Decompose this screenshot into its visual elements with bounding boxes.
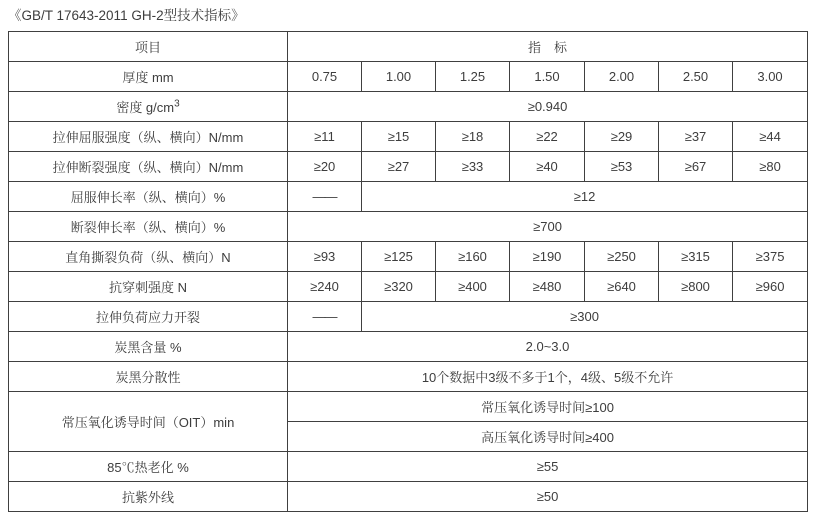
row-carbon-black-dispersion [9, 362, 808, 392]
row-label-tensile-yield: 拉伸屈服强度（纵、横向）N/mm [9, 122, 288, 152]
row-label-carbon-black-dispersion: 炭黑分散性 [9, 362, 288, 392]
value-cell: ≥15 [362, 122, 436, 152]
value-cell: 高压氧化诱导时间≥400 [288, 422, 808, 452]
dash-cell: —— [288, 302, 362, 332]
row-label-oit: 常压氧化诱导时间（OIT）min [9, 392, 288, 452]
row-yield-elongation [9, 182, 808, 212]
row-carbon-black-content [9, 332, 808, 362]
value-cell: 2.50 [659, 62, 733, 92]
value-cell: ≥67 [659, 152, 733, 182]
value-cell: 0.75 [288, 62, 362, 92]
row-label-uv-resistance: 抗紫外线 [9, 482, 288, 512]
row-density [9, 92, 808, 122]
header-row [9, 32, 808, 62]
value-cell: ≥250 [585, 242, 659, 272]
value-cell: 常压氧化诱导时间≥100 [288, 392, 808, 422]
dash-cell: —— [288, 182, 362, 212]
value-cell: ≥800 [659, 272, 733, 302]
value-cell: ≥50 [288, 482, 808, 512]
value-cell: 10个数据中3级不多于1个，4级、5级不允许 [288, 362, 808, 392]
value-cell: ≥53 [585, 152, 659, 182]
row-label-thickness: 厚度 mm [9, 62, 288, 92]
value-cell: 3.00 [733, 62, 808, 92]
row-heat-aging [9, 452, 808, 482]
row-break-elongation [9, 212, 808, 242]
row-tear-load [9, 242, 808, 272]
value-cell: ≥480 [510, 272, 585, 302]
value-cell: ≥960 [733, 272, 808, 302]
value-cell: ≥300 [362, 302, 808, 332]
row-label-carbon-black-content: 炭黑含量 % [9, 332, 288, 362]
value-cell: ≥160 [436, 242, 510, 272]
value-cell: ≥190 [510, 242, 585, 272]
value-cell: ≥240 [288, 272, 362, 302]
row-label-heat-aging: 85℃热老化 % [9, 452, 288, 482]
row-uv-resistance [9, 482, 808, 512]
value-cell: ≥11 [288, 122, 362, 152]
value-cell: ≥375 [733, 242, 808, 272]
value-cell: ≥80 [733, 152, 808, 182]
value-cell: ≥640 [585, 272, 659, 302]
value-cell: ≥320 [362, 272, 436, 302]
value-cell: ≥125 [362, 242, 436, 272]
row-label-tensile-break: 拉伸断裂强度（纵、横向）N/mm [9, 152, 288, 182]
row-puncture [9, 272, 808, 302]
value-cell: ≥29 [585, 122, 659, 152]
row-label-tear-load: 直角撕裂负荷（纵、横向）N [9, 242, 288, 272]
value-cell: 2.0~3.0 [288, 332, 808, 362]
row-label-density [9, 92, 288, 122]
density-label-text: 密度 g/cm [116, 100, 175, 115]
value-cell: ≥22 [510, 122, 585, 152]
value-cell: 1.50 [510, 62, 585, 92]
value-cell: ≥37 [659, 122, 733, 152]
value-cell: 2.00 [585, 62, 659, 92]
value-cell: ≥700 [288, 212, 808, 242]
value-cell: ≥315 [659, 242, 733, 272]
value-cell: ≥40 [510, 152, 585, 182]
value-cell: ≥18 [436, 122, 510, 152]
row-tensile-break [9, 152, 808, 182]
value-cell: ≥20 [288, 152, 362, 182]
value-cell: ≥0.940 [288, 92, 808, 122]
value-cell: ≥55 [288, 452, 808, 482]
row-label-break-elongation: 断裂伸长率（纵、横向）% [9, 212, 288, 242]
value-cell: ≥33 [436, 152, 510, 182]
row-stress-crack [9, 302, 808, 332]
row-thickness [9, 62, 808, 92]
page-title: 《GB/T 17643-2011 GH-2型技术指标》 [8, 8, 245, 23]
spec-table [8, 31, 808, 512]
value-cell: 1.00 [362, 62, 436, 92]
value-cell: ≥12 [362, 182, 808, 212]
header-indicator-cell: 指 标 [288, 32, 808, 62]
value-cell: 1.25 [436, 62, 510, 92]
value-cell: ≥93 [288, 242, 362, 272]
density-label-superscript: 3 [174, 98, 180, 110]
header-item-cell: 项目 [9, 32, 288, 62]
value-cell: ≥400 [436, 272, 510, 302]
row-label-yield-elongation: 屈服伸长率（纵、横向）% [9, 182, 288, 212]
row-label-stress-crack: 拉伸负荷应力开裂 [9, 302, 288, 332]
value-cell: ≥44 [733, 122, 808, 152]
row-label-puncture: 抗穿刺强度 N [9, 272, 288, 302]
value-cell: ≥27 [362, 152, 436, 182]
row-tensile-yield [9, 122, 808, 152]
row-oit-normal-pressure [9, 392, 808, 422]
